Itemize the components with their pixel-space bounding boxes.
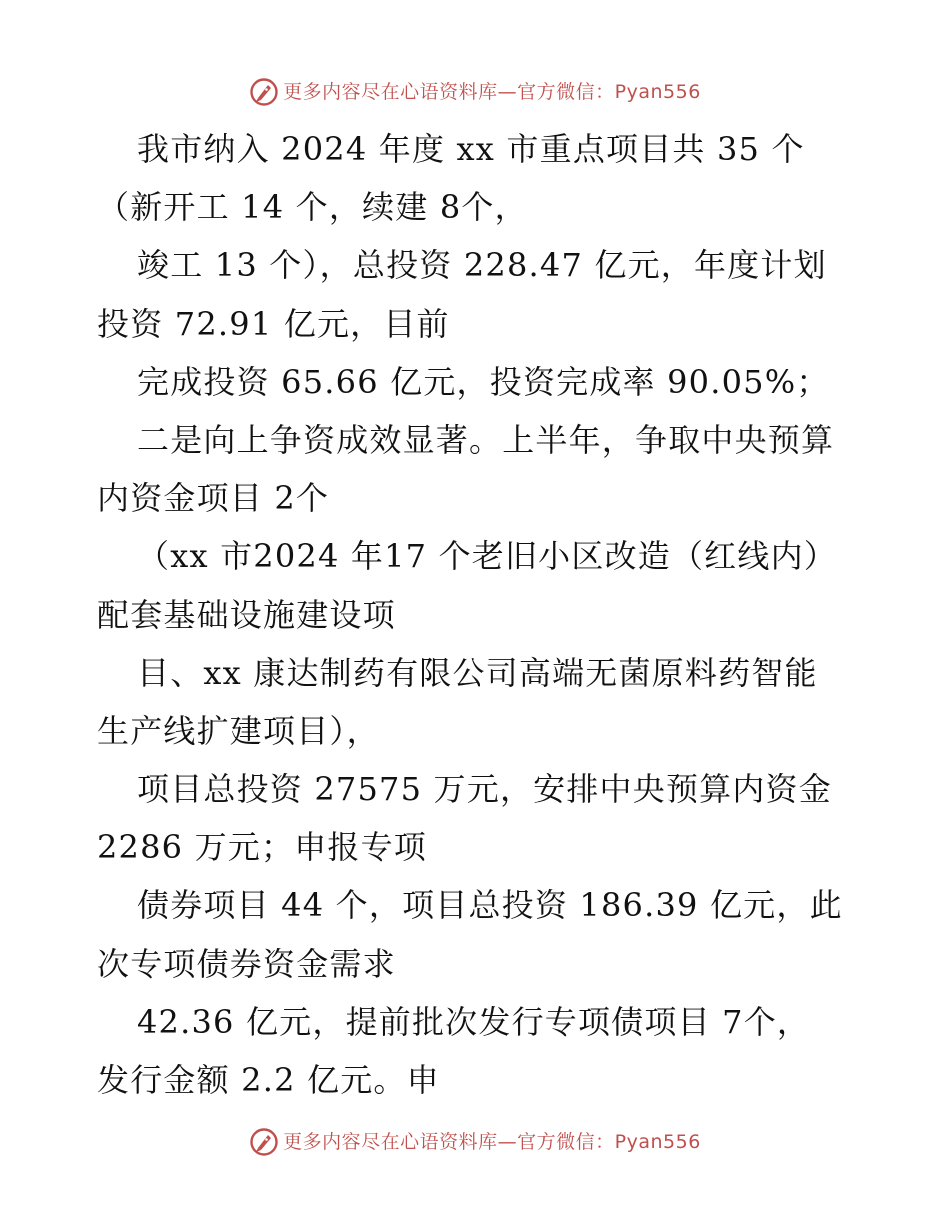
watermark-text: 更多内容尽在心语资料库—官方微信：Pyan556: [283, 1131, 701, 1153]
body-line: 2286 万元；申报专项: [97, 828, 428, 867]
body-line: 完成投资 65.66 亿元，投资完成率 90.05%；: [137, 362, 830, 401]
body-line: 次专项债券资金需求: [97, 944, 396, 983]
header-watermark: [0, 77, 950, 107]
body-line: 二是向上争资成效显著。上半年，争取中央预算: [137, 420, 835, 459]
body-line: 竣工 13 个），总投资 228.47 亿元，年度计划: [137, 246, 827, 285]
body-line: 42.36 亿元，提前批次发行专项债项目 7个，: [137, 1002, 811, 1041]
body-line: 项目总投资 27575 万元，安排中央预算内资金: [137, 770, 832, 809]
body-line: 我市纳入 2024 年度 xx 市重点项目共 35 个: [137, 130, 805, 168]
body-line: 发行金额 2.2 亿元。申: [97, 1061, 440, 1099]
body-line: （新开工 14 个，续建 8个，: [97, 188, 528, 227]
watermark-text: 更多内容尽在心语资料库—官方微信：Pyan556: [283, 81, 701, 103]
body-line: 投资 72.91 亿元，目前: [97, 304, 450, 343]
body-line: 目、xx 康达制药有限公司高端无菌原料药智能: [137, 653, 818, 692]
footer-watermark: [0, 1127, 950, 1157]
pen-logo-icon: [249, 1127, 279, 1157]
body-line: 配套基础设施建设项: [97, 595, 396, 634]
body-line: 生产线扩建项目），: [97, 711, 380, 750]
pen-logo-icon: [249, 77, 279, 107]
body-line: 内资金项目 2个: [97, 479, 330, 518]
body-line: （xx 市2024 年17 个老旧小区改造（红线内）: [137, 537, 837, 576]
body-line: 债券项目 44 个，项目总投资 186.39 亿元，此: [137, 886, 843, 925]
document-body: [97, 120, 857, 1109]
